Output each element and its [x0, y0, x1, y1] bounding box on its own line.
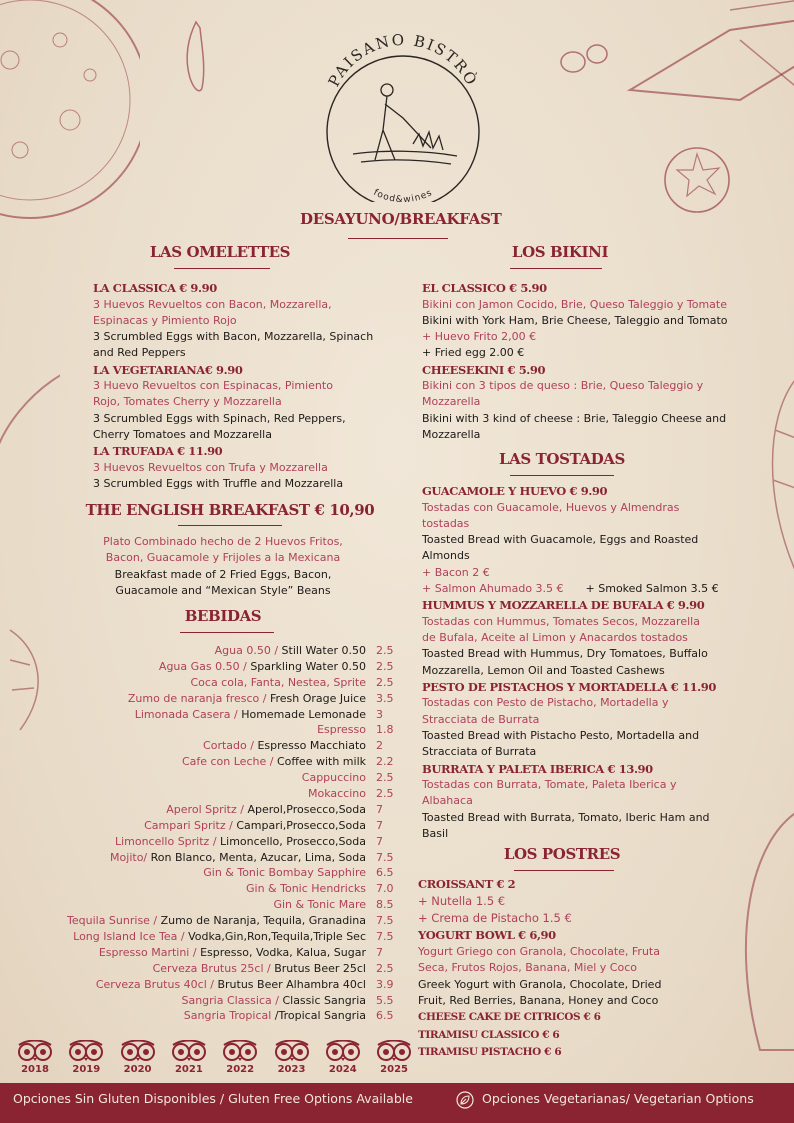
bebidas-heading: BEBIDAS: [184, 607, 262, 625]
drink-name: [184, 1008, 366, 1024]
dish-desc-en: 3 Scrumbled Eggs with Spinach, Red Peppers,: [93, 411, 346, 425]
dish-name: CROISSANT € 2: [418, 877, 516, 891]
dish-desc-en: Basil: [422, 827, 449, 841]
drink-price: 2: [376, 739, 383, 753]
dish-desc-es: + Huevo Frito 2,00 €: [422, 330, 537, 344]
bikini-heading: LOS BIKINI: [511, 243, 609, 261]
chili-pepper-sketch-icon: [178, 18, 218, 98]
dish-desc-es: Stracciata de Burrata: [422, 712, 540, 726]
drink-price: 2.2: [376, 755, 394, 769]
drink-name: [115, 834, 366, 850]
drink-price: 7: [376, 834, 383, 848]
dish-desc-en: Bikini with 3 kind of cheese : Brie, Taleggio Cheese and: [422, 411, 727, 425]
footer-bar: [0, 1083, 794, 1123]
drink-name-en: Coffee with milk: [276, 755, 366, 769]
omelettes-list: [93, 280, 413, 492]
drink-name-en: Aperol,Prosecco,Soda: [247, 802, 366, 816]
dish-desc-en: 3 Scrumbled Eggs with Truffle and Mozzarella: [93, 477, 344, 491]
drink-price: 2.5: [376, 659, 394, 673]
dish-desc-en: 3 Scrumbled Eggs with Bacon, Mozzarella, Spinach: [93, 330, 374, 344]
dish-desc-en: Fruit, Red Berries, Banana, Honey and Coco: [418, 993, 659, 1007]
award-badge: [168, 1040, 210, 1075]
postres-heading: LOS POSTRES: [503, 845, 621, 863]
drink-row: [30, 722, 450, 738]
drink-row: [30, 675, 450, 691]
drink-name-es: Gin & Tonic Mare: [273, 898, 366, 912]
award-year: 2025: [380, 1064, 409, 1075]
drink-price: 3: [376, 707, 383, 721]
dish-desc-es: Rojo, Tomates Cherry y Mozzarella: [93, 395, 282, 409]
drink-name: [110, 850, 366, 866]
cutting-board-sketch-icon: [610, 0, 794, 140]
drink-row: [30, 691, 450, 707]
drink-row: [30, 913, 450, 929]
tostadas-heading-rule: [510, 475, 614, 476]
drink-name-es: Mokaccino: [308, 787, 366, 801]
drink-row: [30, 770, 450, 786]
english-desc-es: Bacon, Guacamole y Frijoles a la Mexicana: [105, 551, 341, 565]
dish-desc-en: Toasted Bread with Pistacho Pesto, Mortadella and: [422, 729, 700, 743]
drink-name: [190, 675, 366, 691]
drink-name: [308, 786, 366, 802]
drink-name-es: Cerveza Brutus 40cl /: [95, 977, 218, 991]
drink-name-es: Mojito/: [110, 850, 151, 864]
salmon-extra-es: + Salmon Ahumado 3.5 €: [422, 581, 564, 595]
bebidas-heading-rule: [180, 632, 274, 633]
award-badge: [373, 1040, 415, 1075]
drink-name: [153, 961, 366, 977]
postres-heading-rule: [514, 870, 614, 871]
dish-name: LA CLASSICA € 9.90: [93, 281, 217, 295]
drink-price: 7: [376, 802, 383, 816]
drink-row: [30, 802, 450, 818]
drink-price: 2.5: [376, 644, 394, 657]
gluten-free-note: Opciones Sin Gluten Disponibles / Gluten Free Options Available: [13, 1091, 413, 1106]
dish-desc-es: Espinacas y Pimiento Rojo: [93, 313, 237, 327]
award-badge: [322, 1040, 364, 1075]
omelettes-heading: LAS OMELETTES: [149, 243, 291, 261]
svg-text:PAISANO BISTRÒ: [325, 31, 482, 90]
award-badge: [271, 1040, 313, 1075]
drink-price: 7.5: [376, 850, 394, 864]
english-breakfast-rule: [178, 525, 282, 526]
dish-name: HUMMUS Y MOZZARELLA DE BUFALA € 9.90: [422, 598, 705, 613]
drink-name-es: Campari Spritz /: [144, 818, 237, 832]
drink-row: [30, 834, 450, 850]
drink-name-en: Homemade Lemonade: [241, 707, 366, 721]
drink-name-es: Limoncello Spritz /: [114, 834, 221, 848]
drink-name-en: Fresh Orage Juice: [269, 691, 366, 705]
drink-price: 2.5: [376, 675, 394, 689]
tripadvisor-owl-icon: [67, 1040, 105, 1062]
english-desc-en: Guacamole and “Mexican Style” Beans: [115, 583, 331, 597]
drink-name-en: Vodka,Gin,Ron,Tequila,Triple Sec: [188, 930, 366, 944]
svg-text:food&wines: [372, 188, 435, 202]
tostadas-list: [422, 483, 782, 842]
drink-name-es: Cerveza Brutus 25cl /: [152, 961, 275, 975]
drink-name: [215, 643, 366, 659]
drink-name-es: Espresso: [317, 723, 366, 737]
drink-name: [302, 770, 366, 786]
dish-name: BURRATA Y PALETA IBERICA € 13.90: [422, 761, 653, 776]
dish-desc-en: Toasted Bread with Hummus, Dry Tomatoes, Buffalo: [422, 647, 708, 661]
olives-sketch-icon: [555, 40, 615, 90]
drink-name: [203, 865, 366, 881]
drink-price: 6.5: [376, 866, 394, 880]
bikini-heading-rule: [510, 268, 602, 269]
bikini-list: [422, 280, 782, 443]
dish-desc-es: 3 Huevos Revueltos con Bacon, Mozzarella,: [93, 297, 332, 311]
dish-desc-es: de Bufala, Aceite al Limon y Anacardos tostados: [422, 631, 688, 645]
dish-desc-es: Tostadas con Burrata, Tomate, Paleta Iberica y: [422, 778, 677, 792]
drink-row: [30, 754, 450, 770]
drink-name-es: Zumo de naranja fresco /: [127, 691, 270, 705]
drink-name-es: Long Island Ice Tea /: [73, 930, 189, 944]
drink-name-en: Espresso Macchiato: [257, 739, 366, 753]
dish-desc-es: tostadas: [422, 516, 470, 530]
drink-row: [30, 897, 450, 913]
drink-name: [67, 913, 366, 929]
tripadvisor-owl-icon: [324, 1040, 362, 1062]
drink-name-es: Agua 0.50 /: [214, 644, 282, 657]
drink-row: [30, 881, 450, 897]
drink-name-es: Aperol Spritz /: [166, 802, 248, 816]
english-breakfast-desc: [70, 534, 376, 599]
dish-name: LA TRUFADA € 11.90: [93, 444, 223, 459]
dish-desc-es: Tostadas con Guacamole, Huevos y Almendras: [422, 500, 680, 514]
drink-price: 6.5: [376, 1009, 394, 1023]
dish-desc-es: + Bacon 2 €: [422, 565, 490, 579]
drink-name: [203, 738, 366, 754]
pizza-sketch-icon: [0, 0, 140, 240]
vegetarian-note: Opciones Vegetarianas/ Vegetarian Options: [482, 1091, 754, 1106]
drink-price: 7: [376, 945, 383, 959]
tripadvisor-owl-icon: [273, 1040, 311, 1062]
english-desc-en: Breakfast made of 2 Fried Eggs, Bacon,: [114, 567, 332, 581]
dish-name: TIRAMISU PISTACHO € 6: [418, 1046, 562, 1059]
drink-name-es: Coca cola, Fanta, Nestea, Sprite: [190, 675, 366, 689]
dish-desc-en: Stracciata of Burrata: [422, 745, 537, 759]
dish-desc-es: Tostadas con Hummus, Tomates Secos, Mozzarella: [422, 614, 700, 628]
drink-row: [30, 993, 450, 1009]
drink-price: 7.5: [376, 930, 394, 944]
dish-desc-es: Bikini con Jamon Cocido, Brie, Queso Taleggio y Tomate: [422, 297, 727, 311]
drink-row: [30, 786, 450, 802]
dish-name: EL CLASSICO € 5.90: [422, 281, 547, 295]
dish-desc-es: Yogurt Griego con Granola, Chocolate, Fruta: [418, 945, 660, 958]
drink-name-en: Limoncello, Prosecco,Soda: [220, 834, 366, 848]
dish-desc-en: Mozzarella, Lemon Oil and Toasted Cashews: [422, 663, 665, 677]
drink-name: [273, 897, 366, 913]
tripadvisor-owl-icon: [221, 1040, 259, 1062]
dish-name: TIRAMISU CLASSICO € 6: [418, 1028, 560, 1041]
english-desc-es: Plato Combinado hecho de 2 Huevos Fritos,: [103, 535, 343, 548]
drink-row: [30, 1008, 450, 1024]
drink-row: [30, 929, 450, 945]
drink-price: 2.5: [376, 787, 394, 801]
drink-name: [166, 802, 366, 818]
croissant-option: + Crema de Pistacho 1.5 €: [418, 911, 572, 925]
drink-price: 1.8: [376, 723, 394, 737]
drink-price: 5.5: [376, 993, 394, 1007]
drink-name-en: Brutus Beer 25cl: [274, 961, 366, 975]
tostadas-heading: LAS TOSTADAS: [499, 450, 625, 468]
drinks-list: [30, 643, 450, 1024]
dish-desc-es: Seca, Frutos Rojos, Banana, Miel y Coco: [418, 961, 637, 975]
drink-row: [30, 977, 450, 993]
logo-subtitle-text: food&wines: [371, 187, 435, 202]
tripadvisor-awards: [14, 1040, 414, 1080]
dish-name: YOGURT BOWL € 6,90: [418, 928, 556, 942]
dish-desc-en: and Red Peppers: [93, 346, 186, 360]
award-year: 2024: [328, 1064, 357, 1075]
drink-name-en: Ron Blanco, Menta, Azucar, Lima, Soda: [150, 850, 366, 864]
paisano-bistro-logo: [303, 22, 503, 202]
salmon-extra-en: + Smoked Salmon 3.5 €: [585, 581, 719, 595]
logo-arc-text: PAISANO BISTRÒ: [324, 30, 482, 90]
drink-name-es: Tequila Sunrise /: [67, 914, 161, 928]
drink-name-es: Espresso Martini /: [98, 945, 201, 959]
drink-name-es: Gin & Tonic Bombay Sapphire: [203, 866, 366, 880]
omelettes-heading-rule: [174, 268, 270, 269]
award-badge: [65, 1040, 107, 1075]
drink-name: [181, 993, 366, 1009]
dish-desc-es: 3 Huevo Revueltos con Espinacas, Pimiento: [93, 379, 333, 393]
drink-price: 2.5: [376, 961, 394, 975]
dish-name: LA VEGETARIANA€ 9.90: [93, 362, 243, 377]
drink-name: [182, 754, 366, 770]
dish-desc-en: Toasted Bread with Burrata, Tomato, Iberic Ham and: [422, 810, 710, 824]
drink-name: [246, 881, 366, 897]
drink-name-en: Still Water 0.50: [281, 644, 366, 657]
breakfast-heading: DESAYUNO/BREAKFAST: [300, 210, 502, 228]
drink-name-es: Sangria Classica /: [181, 993, 283, 1007]
croissant-option: + Nutella 1.5 €: [418, 894, 506, 908]
dish-name: CHEESE CAKE DE CITRICOS € 6: [418, 1011, 601, 1024]
drink-name: [99, 945, 366, 961]
dish-desc-es: Tostadas con Pesto de Pistacho, Mortadella y: [422, 696, 669, 710]
dish-desc-en: Cherry Tomatoes and Mozzarella: [93, 428, 272, 442]
drink-row: [30, 707, 450, 723]
drink-price: 2.5: [376, 771, 394, 785]
drink-row: [30, 961, 450, 977]
dish-desc-en: Greek Yogurt with Granola, Chocolate, Dried: [418, 977, 662, 991]
breakfast-heading-rule: [348, 238, 448, 239]
drink-price: 3.5: [376, 691, 394, 705]
drink-row: [30, 818, 450, 834]
dish-desc-es: 3 Huevos Revueltos con Trufa y Mozzarella: [93, 460, 328, 474]
drink-name-en: Espresso, Vodka, Kalua, Sugar: [200, 945, 366, 959]
drink-name-en: Zumo de Naranja, Tequila, Granadina: [160, 914, 366, 928]
drink-price: 8.5: [376, 898, 394, 912]
dish-desc-en: Bikini with York Ham, Brie Cheese, Taleggio and Tomato: [422, 313, 728, 327]
vegetarian-leaf-icon: [456, 1091, 474, 1109]
award-badge: [117, 1040, 159, 1075]
drink-row: [30, 659, 450, 675]
dish-desc-es: Albahaca: [422, 794, 473, 808]
drink-name-es: Cappuccino: [301, 771, 366, 785]
drink-row: [30, 643, 450, 659]
postres-list: [418, 876, 778, 1062]
drink-name: [144, 818, 366, 834]
tripadvisor-owl-icon: [16, 1040, 54, 1062]
drink-row: [30, 865, 450, 881]
drink-name-en: Campari,Prosecco,Soda: [236, 818, 366, 832]
drink-name-es: Cafe con Leche /: [181, 755, 277, 769]
drink-name-en: Sparkling Water 0.50: [250, 659, 366, 673]
tripadvisor-owl-icon: [119, 1040, 157, 1062]
award-year: 2021: [174, 1064, 203, 1075]
garlic-sketch-icon: [0, 370, 60, 460]
tripadvisor-owl-icon: [170, 1040, 208, 1062]
drink-name: [317, 722, 366, 738]
drink-name-en: /Tropical Sangria: [274, 1009, 366, 1023]
dish-desc-es: Bikini con 3 tipos de queso : Brie, Queso Taleggio y: [422, 379, 704, 393]
drink-name: [135, 707, 366, 723]
drink-name: [73, 929, 366, 945]
award-year: 2022: [226, 1064, 255, 1075]
dish-name: CHEESEKINI € 5.90: [422, 362, 546, 377]
award-badge: [14, 1040, 56, 1075]
tomato-sketch-icon: [655, 140, 745, 220]
tripadvisor-owl-icon: [375, 1040, 413, 1062]
drink-name-en: Classic Sangria: [282, 993, 366, 1007]
drink-price: 7.5: [376, 914, 394, 928]
drink-row: [30, 850, 450, 866]
drink-name: [128, 691, 366, 707]
award-badge: [219, 1040, 261, 1075]
dish-desc-en: + Fried egg 2.00 €: [422, 346, 525, 360]
drink-row: [30, 945, 450, 961]
dish-desc-es: Mozzarella: [422, 395, 481, 409]
dish-desc-en: Mozzarella: [422, 428, 481, 442]
award-year: 2019: [72, 1064, 101, 1075]
drink-name-es: Cortado /: [203, 739, 258, 753]
drink-row: [30, 738, 450, 754]
salmon-extra-row: [422, 581, 782, 597]
english-breakfast-heading: THE ENGLISH BREAKFAST € 10,90: [85, 501, 375, 519]
drink-name-en: Brutus Beer Alhambra 40cl: [217, 977, 366, 991]
drink-name-es: Agua Gas 0.50 /: [158, 659, 251, 673]
drink-name-es: Gin & Tonic Hendricks: [246, 882, 366, 896]
dish-desc-en: Almonds: [422, 549, 470, 563]
drink-name-es: Sangria Tropical: [183, 1009, 275, 1023]
dish-desc-en: Toasted Bread with Guacamole, Eggs and Roasted: [422, 533, 699, 547]
dish-name: PESTO DE PISTACHOS Y MORTADELLA € 11.90: [422, 679, 716, 694]
award-year: 2023: [277, 1064, 306, 1075]
drink-price: 7.0: [376, 882, 394, 896]
award-year: 2020: [123, 1064, 152, 1075]
drink-name: [96, 977, 366, 993]
award-year: 2018: [21, 1064, 49, 1075]
dish-name: GUACAMOLE Y HUEVO € 9.90: [422, 484, 608, 498]
drink-price: 3.9: [376, 977, 394, 991]
drink-name: [159, 659, 366, 675]
drink-price: 7: [376, 818, 383, 832]
drink-name-es: Limonada Casera /: [134, 707, 242, 721]
